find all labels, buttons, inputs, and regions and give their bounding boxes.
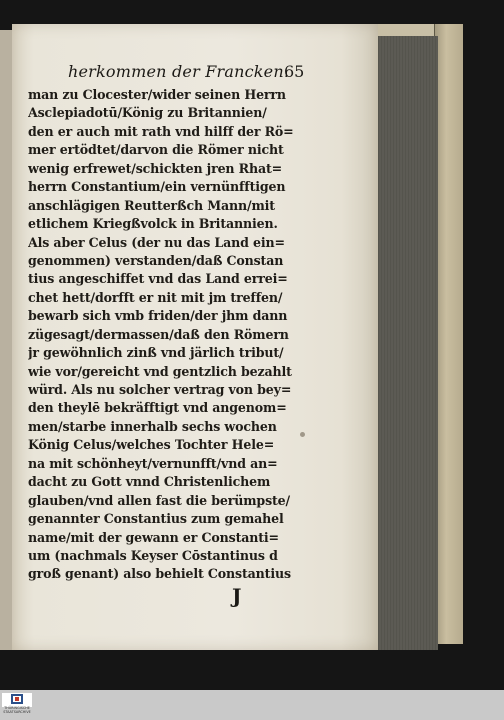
text-line: zügesagt/dermassen/daß den Römern [28, 326, 289, 342]
text-line: um (nachmals Keyser Cōstantinus d [28, 547, 278, 563]
text-line: würd. Als nu solcher vertrag von bey= [28, 382, 292, 397]
catchword: J [232, 584, 242, 608]
text-line: groß genant) also behielt Constantius [28, 566, 291, 582]
archive-logo [2, 692, 32, 718]
text-line: etlichem Kriegßvolck in Britannien. [28, 216, 278, 232]
archive-logo-icon [2, 693, 32, 707]
book-cover-edge [434, 24, 463, 644]
text-line: na mit schönheyt/vernunfft/vnd an= [28, 455, 278, 471]
text-line: tius angeschiffet vnd das Land errei= [28, 271, 288, 287]
text-line: genommen) verstanden/daß Constan [28, 252, 284, 268]
text-line: men/starbe innerhalb sechs wochen [28, 418, 277, 434]
text-line: wenig erfrewet/schickten jren Rhat= [28, 160, 283, 176]
text-line: glauben/vnd allen fast die berümpste/ [28, 492, 290, 508]
body-text [28, 86, 304, 584]
text-line: König Celus/welches Tochter Hele= [28, 437, 275, 453]
text-line: Asclepiadotū/König zu Britannien/ [28, 105, 267, 121]
text-line: man zu Clocester/wider seinen Herrn [28, 87, 286, 102]
text-line: den er auch mit rath vnd hilff der Rö= [28, 123, 294, 139]
text-line: chet hett/dorfft er nit mit jm treffen/ [28, 289, 283, 305]
text-line: Als aber Celus (der nu das Land ein= [28, 234, 285, 250]
page-header [68, 62, 308, 84]
text-line: jr gewöhnlich zinß vnd järlich tribut/ [28, 345, 284, 361]
text-line: name/mit der gewann er Constanti= [28, 529, 279, 545]
text-line: herrn Constantium/ein vernünfftigen [28, 179, 286, 195]
text-line: anschlägigen Reutterßch Mann/mit [28, 197, 275, 213]
running-head: herkommen der Francken. [68, 62, 290, 81]
text-line: den theylē bekräfftigt vnd angenom= [28, 400, 287, 416]
text-line: wie vor/gereicht vnd gentzlich bezahlt [28, 363, 292, 379]
text-line: dacht zu Gott vnnd Christenlichem [28, 474, 271, 490]
viewer-footer [0, 690, 504, 720]
text-line: bewarb sich vmb friden/der jhm dann [28, 308, 288, 324]
text-line: mer ertödtet/darvon die Römer nicht [28, 142, 284, 158]
ink-spot [300, 432, 305, 437]
text-line: genannter Constantius zum gemahel [28, 511, 284, 527]
archive-logo-text: THÜRINGISCHE STAATSARCHIVE [3, 706, 31, 714]
page-number: 65 [284, 62, 305, 81]
